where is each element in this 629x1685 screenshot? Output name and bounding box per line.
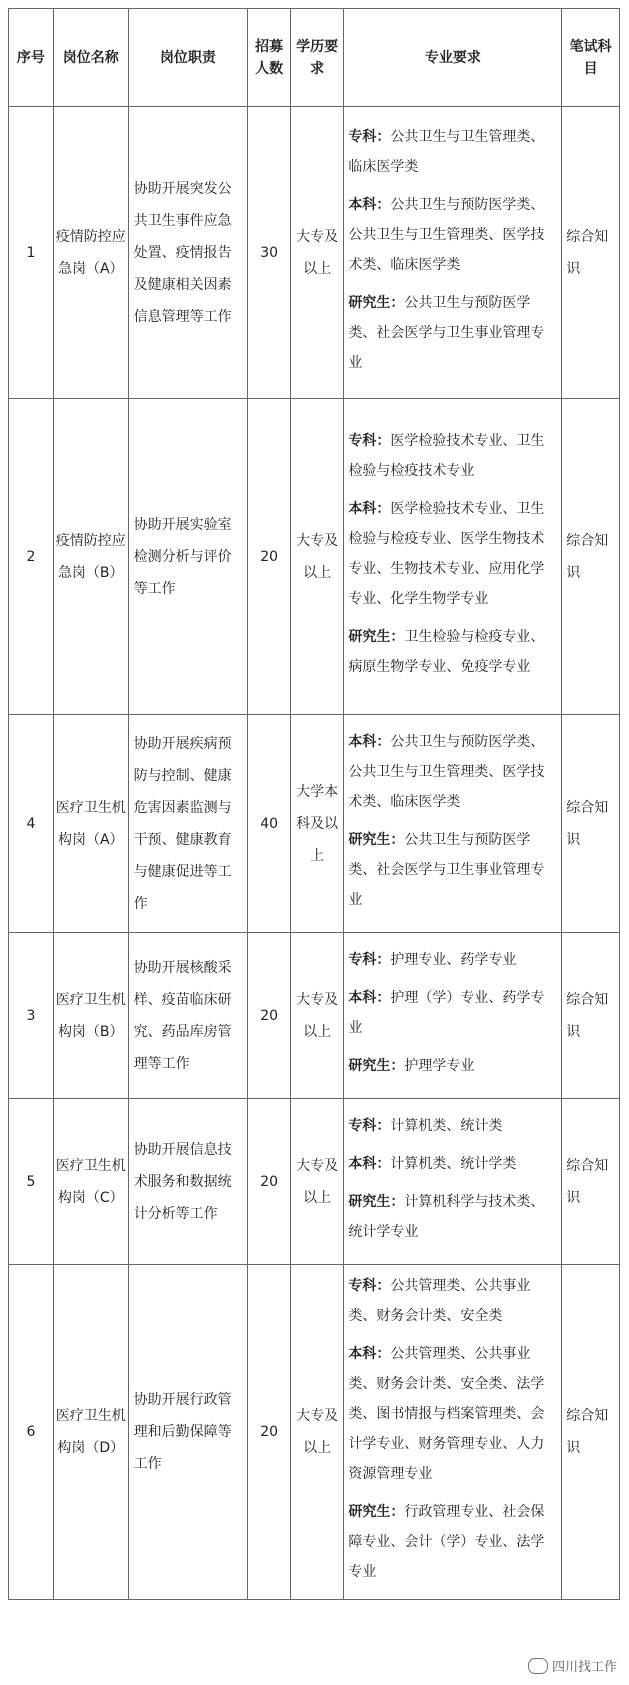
cell-duty: 协助开展行政管理和后勤保障等工作 — [128, 1265, 248, 1600]
cell-duty: 协助开展信息技术服务和数据统计分析等工作 — [128, 1099, 248, 1265]
major-requirement — [348, 426, 557, 486]
major-requirement — [348, 825, 557, 915]
cell-exam: 综合知识 — [562, 399, 620, 715]
header-row — [9, 9, 620, 107]
cell-edu: 大学本科及以上 — [290, 715, 343, 933]
cell-exam: 综合知识 — [562, 1265, 620, 1600]
cell-count: 30 — [248, 107, 291, 399]
watermark — [528, 1656, 617, 1675]
major-list: 公共管理类、公共事业类、财务会计类、安全类 — [348, 1278, 531, 1324]
cell-no: 2 — [9, 399, 54, 715]
cell-name: 医疗卫生机构岗（B） — [53, 933, 128, 1099]
cell-edu: 大专及以上 — [290, 399, 343, 715]
degree-label: 研究生： — [348, 294, 405, 311]
major-list: 护理学专业 — [404, 1057, 475, 1074]
cell-no: 3 — [9, 933, 54, 1099]
degree-label: 专科： — [348, 951, 391, 968]
major-requirement — [348, 190, 557, 280]
table-row — [9, 107, 620, 399]
table-row — [9, 715, 620, 933]
degree-label: 本科： — [348, 733, 391, 750]
cell-name: 医疗卫生机构岗（C） — [53, 1099, 128, 1265]
major-requirement — [348, 945, 557, 975]
watermark-text: 四川找工作 — [551, 1660, 617, 1675]
header-exam: 笔试科目 — [562, 9, 620, 107]
major-requirement — [348, 622, 557, 682]
major-requirement — [348, 1339, 557, 1489]
degree-label: 研究生： — [348, 628, 405, 645]
major-requirement — [348, 122, 557, 182]
cell-count: 20 — [248, 933, 291, 1099]
cell-no: 1 — [9, 107, 54, 399]
major-list: 公共管理类、公共事业类、财务会计类、安全类、法学类、图书情报与档案管理类、会计学专业、财务管理专业、人力资源管理专业 — [348, 1346, 545, 1482]
degree-label: 专科： — [348, 128, 391, 145]
header-edu: 学历要求 — [290, 9, 343, 107]
major-requirement — [348, 1497, 557, 1587]
major-requirement — [348, 727, 557, 817]
header-no: 序号 — [9, 9, 54, 107]
major-requirement — [348, 1271, 557, 1331]
header-count: 招募人数 — [248, 9, 291, 107]
header-name: 岗位名称 — [53, 9, 128, 107]
header-major: 专业要求 — [344, 9, 562, 107]
cell-name: 疫情防控应急岗（B） — [53, 399, 128, 715]
cell-count: 40 — [248, 715, 291, 933]
cell-no: 6 — [9, 1265, 54, 1600]
major-requirement — [348, 1111, 557, 1141]
table-row — [9, 933, 620, 1099]
major-list: 公共卫生与预防医学类、社会医学与卫生事业管理专业 — [348, 294, 545, 371]
cell-exam: 综合知识 — [562, 715, 620, 933]
major-list: 医学检验技术专业、卫生检验与检疫专业、医学生物技术专业、生物技术专业、应用化学专业、化学生物学专业 — [348, 500, 545, 607]
cell-duty: 协助开展突发公共卫生事件应急处置、疫情报告及健康相关因素信息管理等工作 — [128, 107, 248, 399]
major-requirement — [348, 1149, 557, 1179]
cell-exam: 综合知识 — [562, 1099, 620, 1265]
major-requirement — [348, 983, 557, 1043]
major-list: 公共卫生与预防医学类、公共卫生与卫生管理类、医学技术类、临床医学类 — [348, 196, 545, 273]
table-body — [9, 107, 620, 1600]
degree-label: 本科： — [348, 989, 391, 1006]
cell-duty: 协助开展疾病预防与控制、健康危害因素监测与干预、健康教育与健康促进等工作 — [128, 715, 248, 933]
major-list: 公共卫生与预防医学类、社会医学与卫生事业管理专业 — [348, 831, 545, 908]
cell-name: 疫情防控应急岗（A） — [53, 107, 128, 399]
degree-label: 研究生： — [348, 1504, 405, 1520]
degree-label: 本科： — [348, 500, 391, 517]
major-requirement — [348, 1051, 557, 1081]
cell-major — [344, 1099, 562, 1265]
cell-count: 20 — [248, 399, 291, 715]
degree-label: 专科： — [348, 1117, 391, 1134]
cell-no: 5 — [9, 1099, 54, 1265]
major-list: 护理（学）专业、药学专业 — [348, 989, 545, 1036]
cell-count: 20 — [248, 1099, 291, 1265]
major-list: 公共卫生与卫生管理类、临床医学类 — [348, 128, 545, 175]
cell-edu: 大专及以上 — [290, 107, 343, 399]
chat-bubble-icon — [528, 1658, 548, 1674]
cell-major — [344, 399, 562, 715]
cell-name: 医疗卫生机构岗（D） — [53, 1265, 128, 1600]
cell-duty: 协助开展核酸采样、疫苗临床研究、药品库房管理等工作 — [128, 933, 248, 1099]
cell-edu: 大专及以上 — [290, 933, 343, 1099]
degree-label: 专科： — [348, 432, 391, 449]
major-requirement — [348, 494, 557, 614]
major-list: 公共卫生与预防医学类、公共卫生与卫生管理类、医学技术类、临床医学类 — [348, 733, 545, 810]
table-row — [9, 1099, 620, 1265]
degree-label: 本科： — [348, 1346, 391, 1362]
cell-edu: 大专及以上 — [290, 1099, 343, 1265]
cell-no: 4 — [9, 715, 54, 933]
degree-label: 专科： — [348, 1278, 391, 1294]
degree-label: 研究生： — [348, 1057, 405, 1074]
degree-label: 研究生： — [348, 831, 405, 848]
degree-label: 本科： — [348, 1155, 391, 1172]
table-row — [9, 1265, 620, 1600]
cell-exam: 综合知识 — [562, 933, 620, 1099]
major-list: 计算机类、统计学类 — [390, 1155, 517, 1172]
cell-major — [344, 1265, 562, 1600]
cell-name: 医疗卫生机构岗（A） — [53, 715, 128, 933]
cell-edu: 大专及以上 — [290, 1265, 343, 1600]
recruitment-table — [8, 8, 620, 1600]
major-list: 计算机类、统计类 — [390, 1117, 503, 1134]
cell-major — [344, 107, 562, 399]
major-list: 卫生检验与检疫专业、病原生物学专业、免疫学专业 — [348, 628, 545, 675]
major-list: 计算机科学与技术类、统计学专业 — [348, 1193, 545, 1240]
degree-label: 研究生： — [348, 1193, 405, 1210]
degree-label: 本科： — [348, 196, 391, 213]
major-list: 行政管理专业、社会保障专业、会计（学）专业、法学专业 — [348, 1504, 545, 1580]
major-list: 医学检验技术专业、卫生检验与检疫技术专业 — [348, 432, 545, 479]
cell-count: 20 — [248, 1265, 291, 1600]
cell-exam: 综合知识 — [562, 107, 620, 399]
header-duty: 岗位职责 — [128, 9, 248, 107]
major-requirement — [348, 1187, 557, 1247]
cell-major — [344, 933, 562, 1099]
major-list: 护理专业、药学专业 — [390, 951, 517, 968]
cell-major — [344, 715, 562, 933]
cell-duty: 协助开展实验室检测分析与评价等工作 — [128, 399, 248, 715]
table-row — [9, 399, 620, 715]
major-requirement — [348, 288, 557, 378]
